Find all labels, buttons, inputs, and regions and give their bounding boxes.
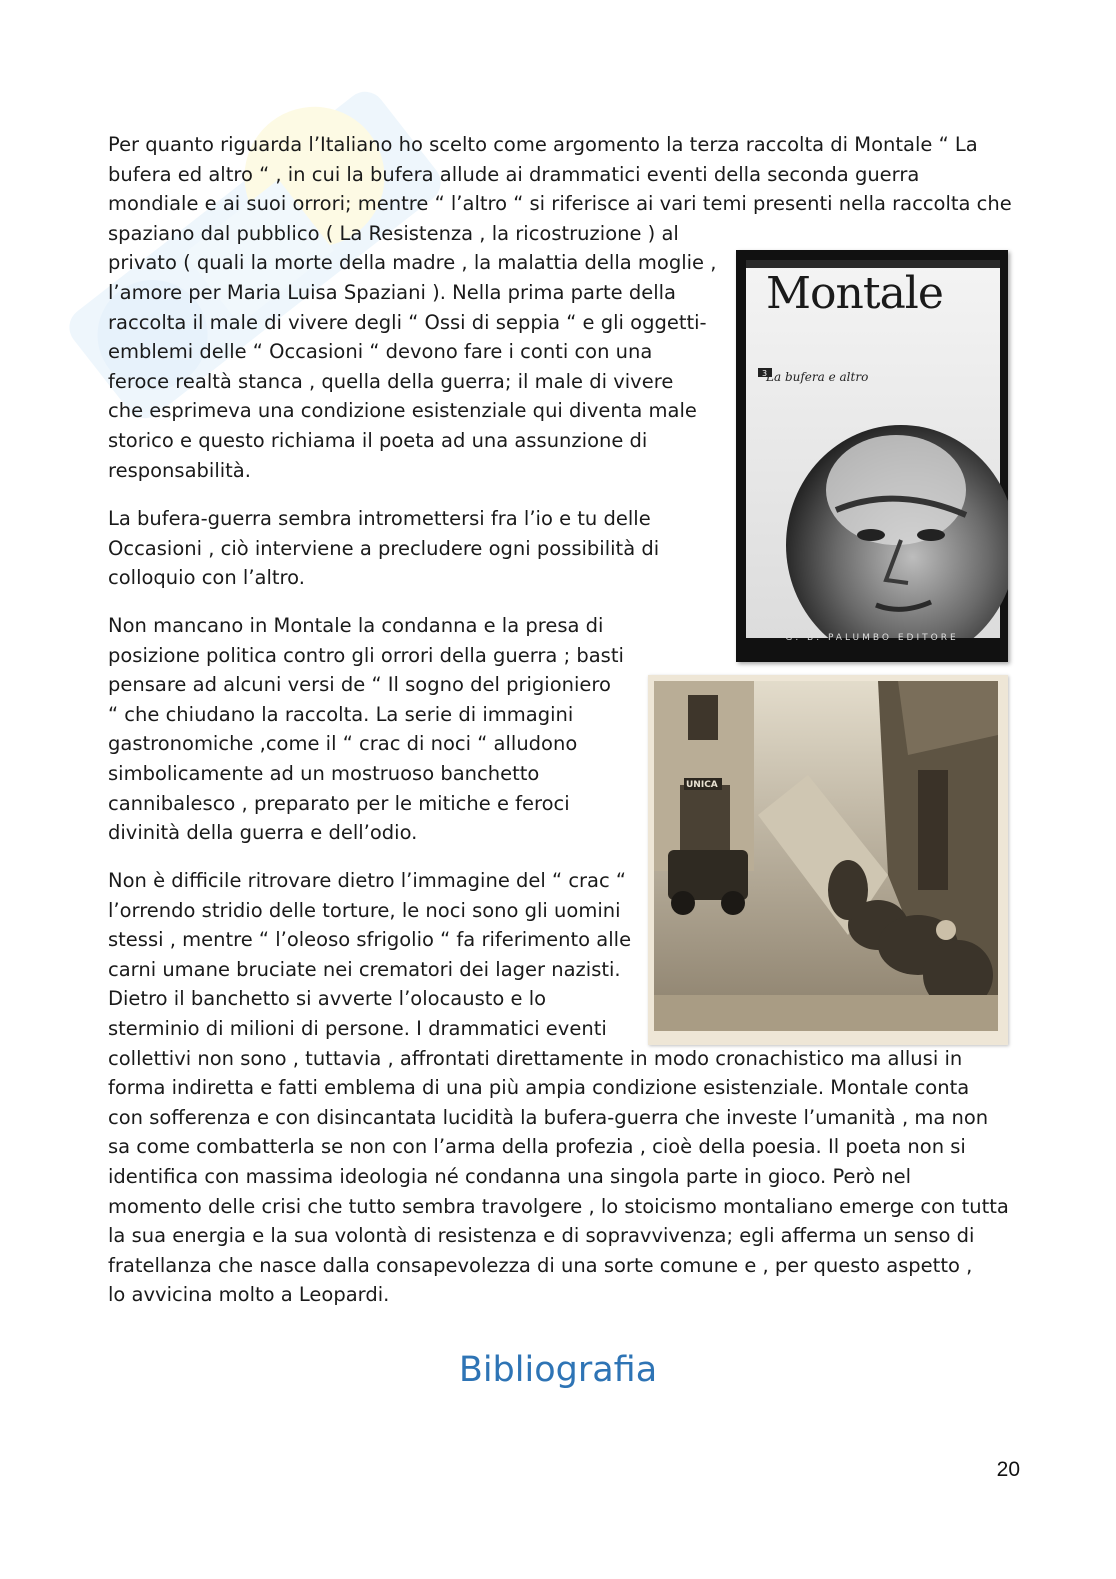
text-line: storico e questo richiama il poeta ad una assunzione di: [108, 428, 648, 452]
book-subtitle: La bufera e altro: [766, 370, 869, 384]
text-line: forma indiretta e fatti emblema di una più ampia condizione esistenziale. Montale conta: [108, 1076, 970, 1100]
text-line: lo avvicina molto a Leopardi.: [108, 1283, 390, 1307]
paragraph-2: [108, 504, 659, 593]
text-line: fratellanza che nasce dalla consapevolezza di una sorte comune e , per questo aspetto ,: [108, 1253, 973, 1277]
text-line: simbolicamente ad un mostruoso banchetto: [108, 761, 540, 785]
text-line: cannibalesco , preparato per le mitiche e feroci: [108, 791, 570, 815]
text-line: privato ( quali la morte della madre , la malattia della moglie ,: [108, 251, 717, 275]
text-line: collettivi non sono , tuttavia , affrontati direttamente in modo cronachistico ma allusi in: [108, 1046, 963, 1070]
war-photograph: [648, 675, 1008, 1045]
text-line: raccolta il male di vivere degli “ Ossi di seppia “ e gli oggetti-: [108, 310, 707, 334]
book-cover-image: [736, 250, 1008, 662]
book-author-title: Montale: [766, 268, 943, 319]
text-line: l’orrendo stridio delle torture, le noci sono gli uomini: [108, 898, 621, 922]
text-line: momento delle crisi che tutto sembra travolgere , lo stoicismo montaliano emerge con tutta: [108, 1194, 1009, 1218]
text-line: Occasioni , ciò interviene a precludere ogni possibilità di: [108, 536, 660, 560]
shop-sign: UNICA: [686, 780, 718, 790]
text-line: Dietro il banchetto si avverte l’olocausto e lo: [108, 987, 547, 1011]
book-publisher: G. B. PALUMBO EDITORE: [785, 633, 959, 643]
section-heading-bibliografia: Bibliografia: [458, 1350, 658, 1390]
text-line: la sua energia e la sua volontà di resistenza e di sopravvivenza; egli afferma un senso di: [108, 1224, 975, 1248]
text-line: gastronomiche ,come il “ crac di noci “ alludono: [108, 732, 578, 756]
text-line: responsabilità.: [108, 458, 251, 482]
text-line: sterminio di milioni di persone. I drammatici eventi: [108, 1016, 607, 1040]
text-line: divinità della guerra e dell’odio.: [108, 821, 418, 845]
text-line: mondiale e ai suoi orrori; mentre “ l’altro “ si riferisce ai vari temi presenti nella raccolta che: [108, 192, 1012, 216]
text-line: carni umane bruciate nei crematori dei lager nazisti.: [108, 957, 621, 981]
text-line: La bufera-guerra sembra intromettersi fra l’io e tu delle: [108, 507, 651, 530]
series-number: 3: [762, 369, 768, 378]
text-line: bufera ed altro “ , in cui la bufera allude ai drammatici eventi della seconda guerra: [108, 162, 920, 186]
paragraph-3: [108, 611, 624, 848]
text-line: identifica con massima ideologia né condanna una singola parte in gioco. Però nel: [108, 1164, 911, 1188]
text-line: Non mancano in Montale la condanna e la presa di: [108, 614, 604, 637]
text-line: Per quanto riguarda l’Italiano ho scelto come argomento la terza raccolta di Montale “ La: [108, 133, 978, 156]
page-number: 20: [996, 1458, 1020, 1481]
text-line: stessi , mentre “ l’oleoso sfrigolio “ fa riferimento alle: [108, 928, 632, 952]
text-line: con sofferenza e con disincantata lucidità la bufera-guerra che investe l’umanità , ma non: [108, 1105, 989, 1129]
text-line: “ che chiudano la raccolta. La serie di immagini: [108, 702, 574, 726]
text-line: posizione politica contro gli orrori della guerra ; basti: [108, 643, 624, 667]
text-line: sa come combatterla se non con l’arma della profezia , cioè della poesia. Il poeta non si: [108, 1135, 966, 1159]
text-line: l’amore per Maria Luisa Spaziani ). Nella prima parte della: [108, 280, 676, 304]
text-line: che esprimeva una condizione esistenziale qui diventa male: [108, 399, 697, 423]
text-line: pensare ad alcuni versi de “ Il sogno del prigioniero: [108, 673, 611, 697]
text-line: Non è difficile ritrovare dietro l’immagine del “ crac “: [108, 869, 627, 892]
text-line: emblemi delle “ Occasioni “ devono fare i conti con una: [108, 340, 653, 364]
text-line: feroce realtà stanca , quella della guerra; il male di vivere: [108, 369, 674, 393]
text-line: colloquio con l’altro.: [108, 566, 305, 590]
text-line: spaziano dal pubblico ( La Resistenza , la ricostruzione ) al: [108, 221, 679, 245]
